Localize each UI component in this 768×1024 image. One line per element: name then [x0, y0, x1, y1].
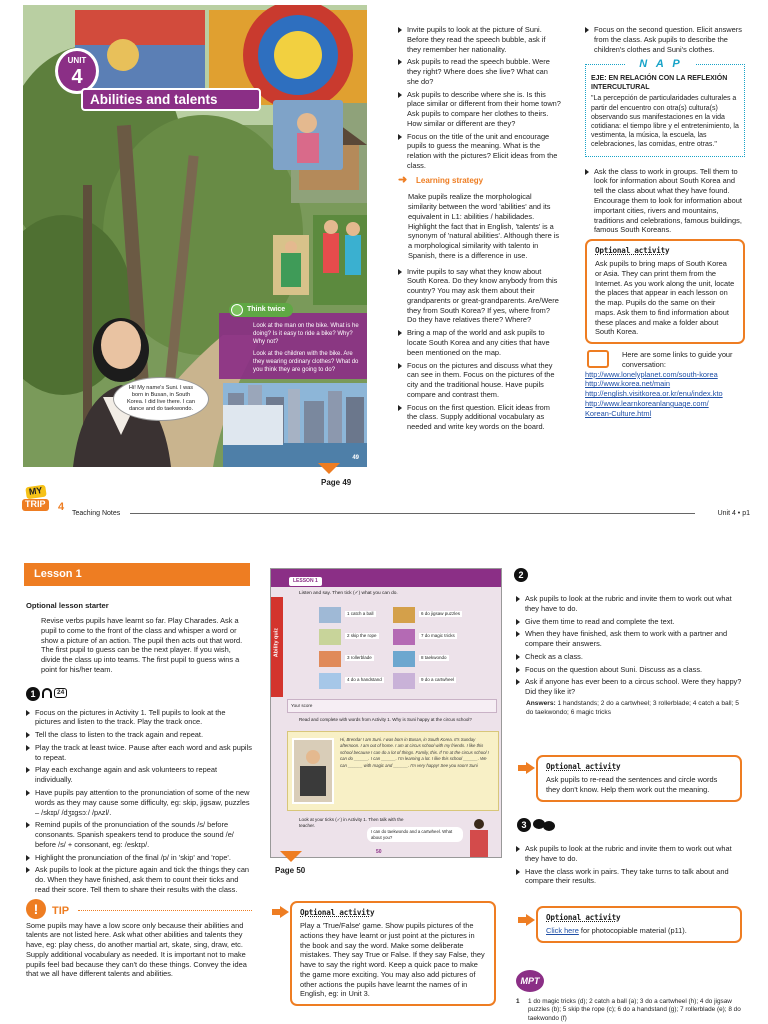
answers-text: 1 handstands; 2 do a cartwheel; 3 rollerblade; 4 catch a ball; 5 do taekwondo; 6 magic tricks: [526, 699, 739, 716]
speech-bubble-text: Hi! My name's Suni. I was born in Busan, in South Korea. I did live there. I can dance and do taekwondo.: [126, 385, 196, 412]
lightbulb-icon: [231, 304, 243, 316]
workbook-bubble: I can do taekwondo and a cartwheel. What about you?: [367, 827, 463, 842]
think-twice-question-1: Look at the man on the bike. What is he doing? Is it easy to ride a bike? Why? Why not?: [253, 323, 359, 345]
mpt-answers: [516, 998, 748, 1022]
suni-speech-bubble: [113, 377, 209, 421]
tip-text: Some pupils may have a low score only because their abilities and talents are not listed here. Ask what other abilities and talents they have, eg: play chess, do another martial art, skate, sing, draw, etc. Supply additional vocabulary as needed. It is important not to make pupils feel bad because they can't do these things. Convey the idea that we all have different talents and abilities.: [26, 920, 247, 979]
page-49-marker: [316, 463, 342, 477]
workbook-page-number: 50: [376, 849, 382, 855]
unit-title-banner: [81, 88, 261, 111]
workbook-instr-2: Read and complete with words from Activity 1. Why is Suni happy at the circus school?: [299, 717, 472, 722]
list-item: Have the class work in pairs. They take turns to talk about and compare their results.: [516, 867, 746, 887]
lesson-title: Lesson 1: [34, 568, 82, 580]
optional-arrow: [280, 906, 289, 918]
starter-title: Optional lesson starter: [26, 601, 109, 610]
optional-arrow: [526, 762, 535, 774]
activity-3-header: [517, 818, 577, 836]
list-item: Focus on the second question. Elicit answers from the class. Ask pupils to describe the children's clothes and Suni's clothes.: [585, 25, 745, 54]
tip-label: TIP: [52, 904, 70, 917]
optional-activity-text: Click here for photocopiable material (p11).: [546, 926, 687, 936]
tip-header: [26, 899, 252, 921]
list-item: Focus on the pictures and discuss what they can see in them. Focus on the pictures of the city and the traditional house. Have pupils compare and contrast them.: [398, 361, 561, 400]
list-item: Ask if anyone has ever been to a circus school. Were they happy? Did they like it?: [516, 677, 746, 697]
quiz-item: 7 do magic tricks: [393, 627, 493, 647]
page-49-label: Page 49: [321, 478, 352, 487]
list-item: Play each exchange again and ask volunteers to repeat individually.: [26, 765, 252, 785]
links-block: [585, 350, 745, 418]
logo-number: 4: [58, 501, 65, 513]
page-50-marker: [278, 851, 304, 865]
unit-word: UNIT: [67, 56, 87, 65]
optional-activity-heading: Optional activity: [546, 762, 621, 771]
suni-photo: [292, 738, 334, 804]
my-trip-logo: [20, 484, 68, 520]
answers: [514, 700, 746, 717]
mpt-label: MPT: [520, 976, 540, 986]
photocopiable-link[interactable]: Click here: [546, 926, 579, 936]
activity-1-number: 1: [26, 687, 40, 701]
notes-column-middle-top: [398, 25, 561, 435]
think-twice-tab: [229, 303, 293, 317]
list-item: Invite pupils to look at the picture of Suni. Before they read the speech bubble, ask if they remember her nationality.: [398, 25, 561, 54]
notes-column-right-bottom: [514, 568, 746, 717]
list-item: Focus on the pictures in Activity 1. Tell pupils to look at the pictures and listen to the track. Play the track once.: [26, 708, 252, 728]
link-korean-culture[interactable]: Korean-Culture.html: [585, 408, 652, 418]
list-item: Check as a class.: [516, 652, 746, 662]
activity-3-bullets: [516, 844, 746, 889]
mpt-number: 1: [516, 998, 520, 1005]
nap-eje: EJE: EN RELACIÓN CON LA REFLEXIÓN INTERCULTURAL: [591, 74, 728, 92]
computer-icon: [587, 350, 609, 368]
starter-text: Revise verbs pupils have learnt so far. Play Charades. Ask a pupil to come to the front of the class and whisper a word or show a picture of an action. The pupil then acts out that word. The first pupil to guess can be the next player. If you wish, divide the class up into teams. The first pupil to guess wins a point for his/her team.: [41, 616, 243, 674]
list-item: Remind pupils of the pronunciation of the sounds /s/ before consonants. Spanish speakers tend to produce the sound /e/ before /s/ + consonant, eg: /eskɪp/.: [26, 820, 252, 849]
activity-3-number: 3: [517, 818, 531, 832]
headphones-icon: [42, 688, 52, 698]
optional-activity-heading: Optional activity: [595, 246, 670, 256]
tip-rule: [78, 910, 252, 911]
cover-page-number: 49: [352, 455, 359, 462]
unit-cover-image: [23, 5, 367, 467]
notes-column-right-top: [585, 25, 745, 419]
optional-activity-text: Ask pupils to re-read the sentences and circle words they don't know. Help them work out the meaning.: [546, 775, 718, 794]
exclamation-icon: !: [26, 899, 46, 919]
girl-figure: [467, 819, 491, 858]
list-item: Play the track at least twice. Pause after each word and ask pupils to repeat.: [26, 743, 252, 763]
cover-bullets-c: [585, 25, 745, 54]
link-korea-net[interactable]: http://www.korea.net/main: [585, 379, 671, 389]
nap-text: "La percepción de particularidades culturales a partir del encuentro con otra(s) cultura(s) observando sus manifestaciones en la vida cotidiana: el tiempo libre y el entretenimiento, la vestimenta, la música, la escuela, las celebraciones, las comidas, entre otras.": [591, 95, 739, 149]
unit-number: 4: [71, 65, 83, 88]
link-list: [585, 370, 745, 419]
track-number: 24: [54, 688, 67, 699]
quiz-item: 8 taekwondo: [393, 649, 493, 669]
link-lonelyplanet[interactable]: http://www.lonelyplanet.com/south-korea: [585, 369, 718, 379]
list-item: Give them time to read and complete the text.: [516, 617, 746, 627]
list-item: Focus on the first question. Elicit ideas from the class. Supply additional vocabulary as needed and write key words on the board.: [398, 403, 561, 432]
answers-label: Answers:: [526, 699, 556, 707]
list-item: Ask pupils to look at the rubric and invite them to work out what they have to do.: [516, 594, 746, 614]
list-item: Ask pupils to read the speech bubble. Were they right? Where does she live? What can she do?: [398, 57, 561, 86]
score-strip: [287, 699, 497, 713]
learning-strategy-text: Make pupils realize the morphological similarity between the word 'abilities' and its equivalent in L1: abilities / habilidades. Highlight the fact that in English, 'talents' is a synonym of 'natural abilities'. Although there is a morphological similarity with talento in Spanish, there is a difference in use.: [408, 192, 560, 260]
mpt-text: 1 do magic tricks (d); 2 catch a ball (a); 3 do a cartwheel (h); 4 do jigsaw puzzles (b); 5 skip the rope (c); 6 do a handstand (g); 7 rollerblade (e); 8 do taekwondo (f): [528, 998, 741, 1022]
footer-left-label: Teaching Notes: [72, 510, 121, 517]
optional-arrow: [526, 914, 535, 926]
arrow-right-icon: ➜: [398, 173, 408, 186]
optional-activity-box: [290, 901, 496, 1006]
page-50-label: Page 50: [275, 866, 306, 875]
optional-activity-box: [536, 906, 742, 943]
learning-strategy-heading: [398, 173, 561, 187]
optional-activity-heading: Optional activity: [300, 908, 375, 917]
activity-1-bullets: [26, 708, 252, 895]
workbook-instr-1: Listen and say. Then tick (✓) what you can do.: [299, 591, 398, 596]
footer: [20, 484, 750, 524]
quiz-item: 1 catch a ball: [289, 605, 389, 625]
ability-quiz-tab: [271, 597, 283, 697]
activity-2-bullets: [514, 594, 746, 697]
list-item: Bring a map of the world and ask pupils to locate South Korea and any cities that have been mentioned on the map.: [398, 328, 561, 357]
quiz-item: 4 do a handstand: [289, 671, 389, 691]
footer-rule: [130, 513, 695, 514]
learning-strategy-title: Learning strategy: [416, 175, 484, 185]
activity-1-header: [26, 687, 252, 705]
quiz-item: 2 skip the rope: [289, 627, 389, 647]
think-twice-label: Think twice: [247, 306, 286, 313]
links-intro: Here are some links to guide your conversation:: [622, 350, 733, 369]
letter-text: Hi, Brenda! I am Suni. I was born in Busan, in South Korea. It's Sunday afternoon. I am out of home. I am at circus school with my friends. I like this school because I can do a lot of things. Family, this. If I'm at the circus school I can do ______. I can ______. I'm learning a lot. I like this school ______. We can ______ with magic and ______. I'm very happy! See you soon! Suni: [340, 737, 489, 768]
link-visitkorea[interactable]: http://english.visitkorea.or.kr/enu/index.kto: [585, 389, 723, 399]
activity-2-number: 2: [514, 568, 528, 582]
list-item: Focus on the title of the unit and encourage pupils to guess the meaning. What is the relation with the pictures? Elicit ideas from the class.: [398, 132, 561, 171]
quiz-item: 9 do a cartwheel: [393, 671, 493, 691]
list-item: Tell the class to listen to the track again and repeat.: [26, 730, 252, 740]
optional-activity-text: Ask pupils to bring maps of South Korea or Asia. They can print them from the Internet. As you work along the unit, locate the places that appear in each lesson on the map. Pupils do the same on their maps. Ask them to find information about these places and make a folder about South Korea.: [595, 259, 735, 337]
list-item: Ask pupils to look at the picture again and tick the things they can do. When they have finished, ask them to count their ticks and read their score. Tell them to share their results with the class.: [26, 865, 252, 894]
nap-title: N A P: [626, 57, 696, 72]
quiz-item: 6 do jigsaw puzzles: [393, 605, 493, 625]
cover-bullets-d: [585, 167, 745, 235]
list-item: Have pupils pay attention to the pronunciation of some of the new words as they may cause some difficulty, eg: skip, jigsaw, puzzles – /skɪp/ /dʒɪgsɔː/ /pʌzl/.: [26, 788, 252, 817]
optional-activity-box: [585, 239, 745, 344]
think-twice-question-2: Look at the children with the bike. Are they wearing ordinary clothes? What do you think they are going to do?: [253, 350, 359, 373]
speech-bubbles-icon-2: [543, 821, 555, 831]
score-label: Your score: [291, 703, 313, 708]
logo-my: MY: [25, 485, 46, 499]
notes-column-left-bottom: [26, 601, 252, 979]
mpt-badge: [516, 970, 544, 992]
workbook-instr-3: Look at your ticks (✓) in Activity 1. Then talk with the teacher.: [299, 817, 404, 828]
lesson-banner: [24, 563, 250, 586]
list-item: When they have finished, ask them to work with a partner and compare their answers.: [516, 629, 746, 649]
quiz-grid: [289, 601, 497, 697]
logo-trip: TRIP: [22, 499, 49, 511]
cover-bullets-a: [398, 25, 561, 171]
think-twice-text: [253, 323, 363, 374]
letter-box: [287, 731, 499, 811]
workbook-lesson-tag: LESSON 1: [289, 577, 322, 586]
optional-activity-text: Play a 'True/False' game. Show pupils pictures of the actions they have learnt or just point at the pictures in the book and say the word. Make some deliberate mistakes. They say True or False. If they say False, they have to say the right word. Keep a quick pace to make the game more exciting. You may also add pictures of other actions the pupils have learnt the names of in English, eg: in Unit 3.: [300, 921, 485, 999]
optional-activity-heading: Optional activity: [546, 913, 621, 922]
list-item: Ask the class to work in groups. Tell them to look for information about South Korea and tell the class about what they have found. Encourage them to look for information about important cities, rivers and mountains, traditions and celebrations, famous buildings, famous South Koreans.: [585, 167, 745, 235]
list-item: Invite pupils to say what they know about South Korea. Do they know anybody from this country? You may ask them about their grandparents or great-grandparents. Are/Were they from South Korea? If yes, where from? Do they have relatives there? Where?: [398, 267, 561, 326]
workbook-page-50: [270, 568, 502, 858]
footer-right-label: Unit 4 • p1: [717, 510, 750, 517]
ability-quiz-label: Ability quiz: [273, 627, 280, 658]
optional-activity-box: [536, 755, 742, 802]
list-item: Ask pupils to look at the rubric and invite them to work out what they have to do.: [516, 844, 746, 864]
quiz-item: 3 rollerblade: [289, 649, 389, 669]
nap-box: [585, 58, 745, 156]
list-item: Focus on the question about Suni. Discuss as a class.: [516, 665, 746, 675]
list-item: Ask pupils to describe where she is. Is this place similar or different from their home town? Ask pupils to compare her clothes to theirs. How similar or different are they?: [398, 90, 561, 129]
cover-bullets-b: [398, 267, 561, 432]
list-item: Highlight the pronunciation of the final /p/ in 'skip' and 'rope'.: [26, 853, 252, 863]
unit-title: Abilities and talents: [90, 92, 218, 107]
link-learnkorean[interactable]: http://www.learnkoreanlanguage.com/: [585, 399, 709, 409]
